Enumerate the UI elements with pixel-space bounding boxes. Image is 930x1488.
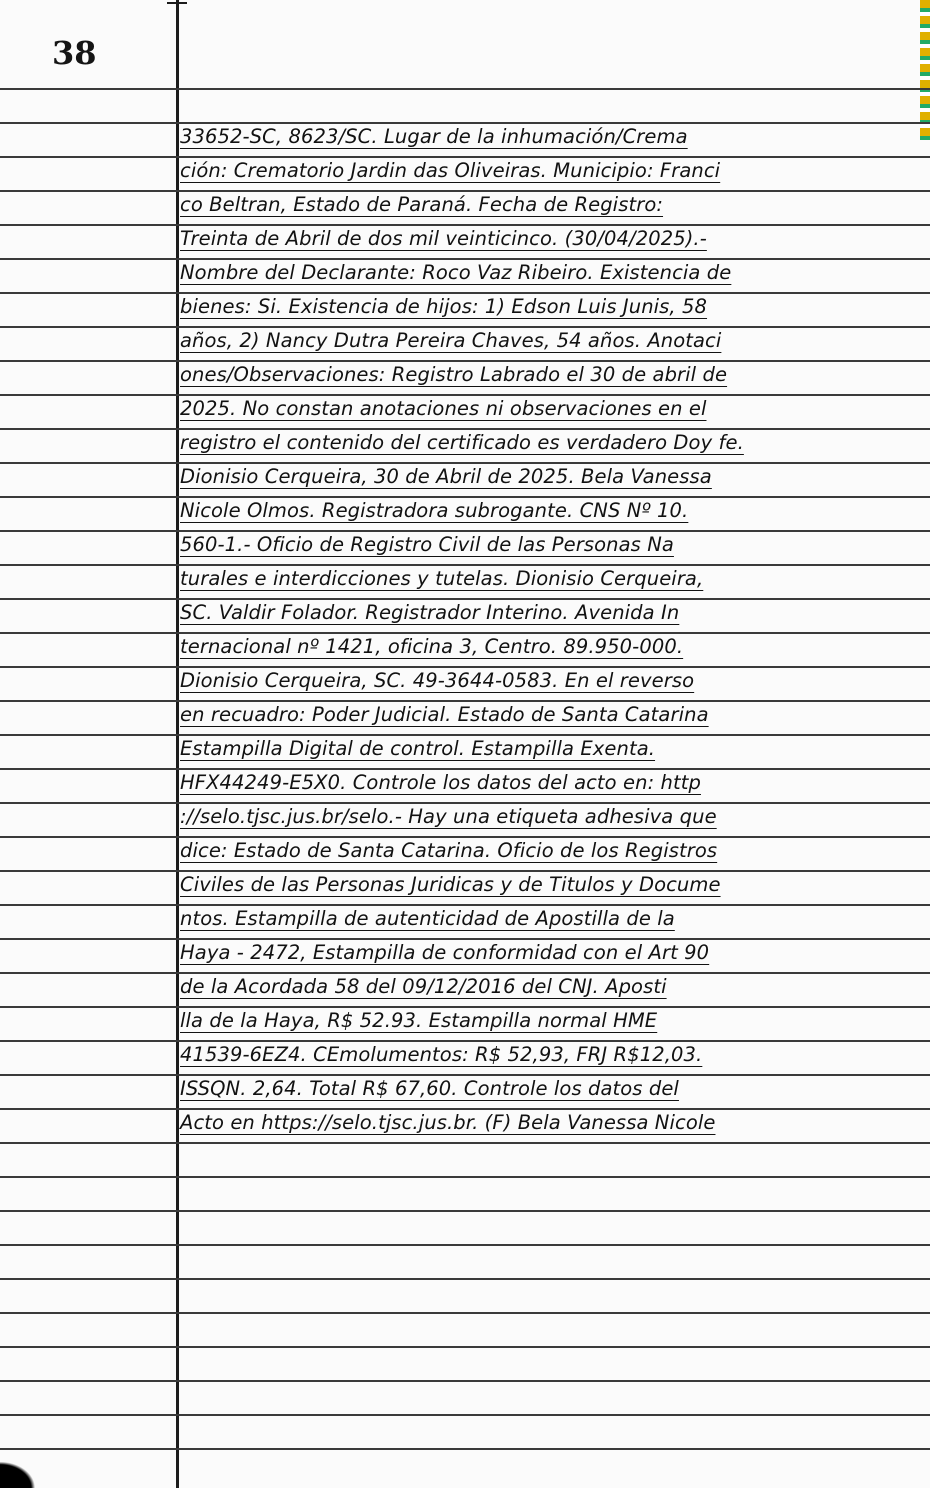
text-line: ISSQN. 2,64. Total R$ 67,60. Controle los datos del bbox=[180, 1077, 679, 1100]
text-line: registro el contenido del certificado es verdadero Doy fe. bbox=[180, 431, 744, 454]
text-line: Haya - 2472, Estampilla de conformidad con el Art 90 bbox=[180, 941, 710, 964]
binding-shadow bbox=[0, 1458, 40, 1488]
text-line: Dionisio Cerqueira, 30 de Abril de 2025. Bela Vanessa bbox=[180, 465, 712, 488]
text-line: años, 2) Nancy Dutra Pereira Chaves, 54 años. Anotaci bbox=[180, 329, 722, 352]
text-line: en recuadro: Poder Judicial. Estado de Santa Catarina bbox=[180, 703, 709, 726]
ruled-line bbox=[0, 1176, 930, 1178]
text-line: ción: Crematorio Jardin das Oliveiras. Municipio: Franci bbox=[180, 159, 721, 182]
text-line: bienes: Si. Existencia de hijos: 1) Edson Luis Junis, 58 bbox=[180, 295, 708, 318]
text-line: ntos. Estampilla de autenticidad de Apostilla de la bbox=[180, 907, 675, 930]
text-line: Acto en https://selo.tjsc.jus.br. (F) Bela Vanessa Nicole bbox=[180, 1111, 716, 1134]
text-line: de la Acordada 58 del 09/12/2016 del CNJ. Aposti bbox=[180, 975, 667, 998]
text-line: co Beltran, Estado de Paraná. Fecha de Registro: bbox=[180, 193, 664, 216]
text-line: Civiles de las Personas Juridicas y de Titulos y Docume bbox=[180, 873, 721, 896]
ruled-line bbox=[0, 1210, 930, 1212]
page-edge-tabs bbox=[920, 0, 930, 140]
ruled-line bbox=[0, 1142, 930, 1144]
text-line: 2025. No constan anotaciones ni observaciones en el bbox=[180, 397, 707, 420]
ruled-line bbox=[0, 1346, 930, 1348]
text-line: Nombre del Declarante: Roco Vaz Ribeiro. Existencia de bbox=[180, 261, 732, 284]
text-line: 33652-SC, 8623/SC. Lugar de la inhumación/Crema bbox=[180, 125, 688, 148]
ruled-line bbox=[0, 1414, 930, 1416]
ruled-line bbox=[0, 1448, 930, 1450]
text-line: dice: Estado de Santa Catarina. Oficio de los Registros bbox=[180, 839, 718, 862]
ruled-line bbox=[0, 88, 930, 90]
text-line: HFX44249-E5X0. Controle los datos del acto en: http bbox=[180, 771, 701, 794]
page-number: 38 bbox=[52, 34, 97, 72]
text-line: 41539-6EZ4. CEmolumentos: R$ 52,93, FRJ R$12,03. bbox=[180, 1043, 703, 1066]
text-line: Treinta de Abril de dos mil veinticinco. (30/04/2025).- bbox=[180, 227, 707, 250]
ruled-line bbox=[0, 1278, 930, 1280]
text-line: SC. Valdir Folador. Registrador Interino. Avenida In bbox=[180, 601, 680, 624]
handwritten-text bbox=[176, 120, 924, 1140]
text-line: ternacional nº 1421, oficina 3, Centro. 89.950-000. bbox=[180, 635, 684, 658]
text-line: turales e interdicciones y tutelas. Dionisio Cerqueira, bbox=[180, 567, 704, 590]
ruled-line bbox=[0, 1380, 930, 1382]
text-line: ones/Observaciones: Registro Labrado el 30 de abril de bbox=[180, 363, 728, 386]
ruled-line bbox=[0, 1244, 930, 1246]
text-line: Dionisio Cerqueira, SC. 49-3644-0583. En el reverso bbox=[180, 669, 695, 692]
text-line: 560-1.- Oficio de Registro Civil de las Personas Na bbox=[180, 533, 674, 556]
text-line: lla de la Haya, R$ 52.93. Estampilla normal HME bbox=[180, 1009, 658, 1032]
text-line: Nicole Olmos. Registradora subrogante. CNS Nº 10. bbox=[180, 499, 689, 522]
ruled-line bbox=[0, 1312, 930, 1314]
text-line: Estampilla Digital de control. Estampilla Exenta. bbox=[180, 737, 656, 760]
text-line: ://selo.tjsc.jus.br/selo.- Hay una etiqueta adhesiva que bbox=[180, 805, 717, 828]
